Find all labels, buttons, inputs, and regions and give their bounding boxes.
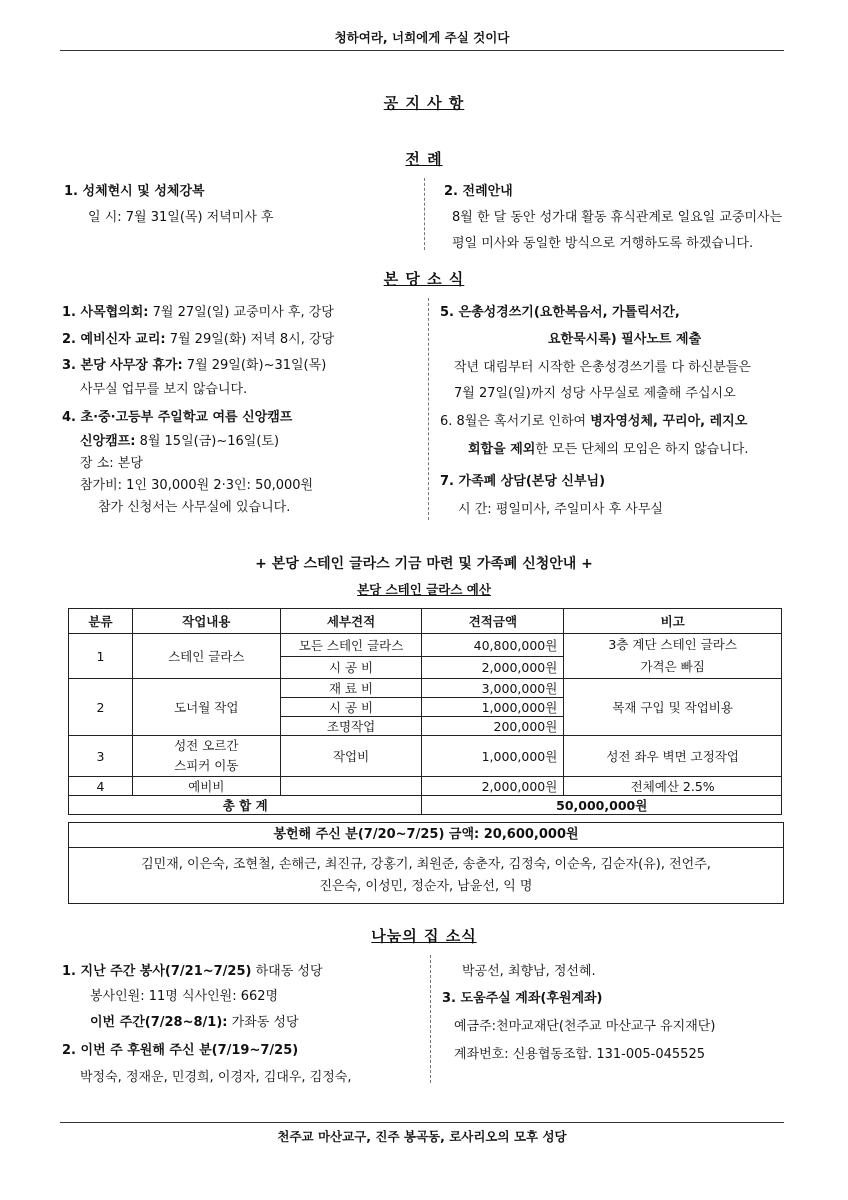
table-header-row	[69, 609, 782, 634]
donor-line2: 진은숙, 이성민, 정순자, 남윤선, 익 명	[319, 879, 533, 894]
col-header: 세부견적	[280, 609, 422, 634]
row-category: 2	[69, 679, 133, 736]
sharing-item-1-title: 1. 지난 주간 봉사(7/21~7/25)	[62, 964, 252, 979]
page-header: 청하여라, 너희에게 주실 것이다	[60, 28, 784, 51]
column-divider	[428, 298, 429, 520]
news-item-2	[62, 328, 334, 347]
row-note	[564, 634, 782, 679]
row-detail: 모든 스테인 글라스	[280, 634, 422, 657]
col-header: 분류	[69, 609, 133, 634]
news-item-6	[440, 410, 747, 429]
row-amount: 40,800,000원	[422, 634, 564, 657]
page-footer: 천주교 마산교구, 진주 봉곡동, 로사리오의 모후 성당	[60, 1122, 784, 1149]
row-amount: 1,000,000원	[422, 736, 564, 777]
row-detail: 재 료 비	[280, 679, 422, 698]
glass-subtitle: 본당 스테인 글라스 예산	[357, 582, 491, 597]
row-detail: 작업비	[280, 736, 422, 777]
news-item-5-line1: 작년 대림부터 시작한 은총성경쓰기를 다 하신분들은	[454, 360, 751, 375]
news-item-4-camp	[80, 430, 279, 449]
row-detail: 시 공 비	[280, 656, 422, 679]
row-amount: 2,000,000원	[422, 656, 564, 679]
row-work-line2: 스피커 이동	[174, 758, 239, 773]
news-item-1-label: 1. 사목협의회:	[62, 305, 149, 320]
sharing-item-3-account: 계좌번호: 신용협동조합. 131-005-045525	[454, 1047, 705, 1062]
sharing-item-3-title: 3. 도움주실 계좌(후원계좌)	[442, 991, 603, 1006]
sharing-item-1-place: 하대동 성당	[251, 964, 323, 979]
sharing-item-1-next	[90, 1011, 299, 1030]
news-item-6-rest: 한 모든 단체의 모임은 하지 않습니다.	[535, 442, 749, 457]
donor-box	[68, 822, 784, 904]
column-divider	[424, 178, 425, 250]
row-work	[132, 736, 280, 777]
total-label: 총 합 계	[69, 796, 422, 815]
budget-table	[68, 608, 782, 815]
glass-title: + 본당 스테인 글라스 기금 마련 및 가족폐 신청안내 +	[255, 556, 593, 572]
row-category: 3	[69, 736, 133, 777]
news-item-7-line: 시 간: 평일미사, 주일미사 후 사무실	[458, 502, 663, 517]
sharing-item-2-line2: 박공선, 최향남, 정선혜.	[462, 964, 596, 979]
row-note-line2: 가격은 빠짐	[640, 659, 705, 674]
row-detail: 시 공 비	[280, 698, 422, 717]
table-row	[69, 777, 782, 796]
news-item-3-label: 3. 본당 사무장 휴가:	[62, 358, 183, 373]
col-header: 작업내용	[132, 609, 280, 634]
liturgy-item2-line1: 8월 한 달 동안 성가대 활동 휴식관계로 일요일 교중미사는	[452, 210, 783, 225]
row-work: 도너월 작업	[132, 679, 280, 736]
news-item-1	[62, 301, 334, 320]
news-item-3-text: 7월 29일(화)~31일(목)	[182, 358, 327, 373]
news-item-4-fee: 참가비: 1인 30,000원 2·3인: 50,000원	[80, 478, 314, 493]
row-note: 전체예산 2.5%	[564, 777, 782, 796]
col-header: 견적금액	[422, 609, 564, 634]
news-item-6-bold: 병자영성체, 꾸리아, 레지오	[590, 414, 748, 429]
news-item-5-title1: 5. 은총성경쓰기(요한복음서, 가톨릭서간,	[440, 305, 680, 320]
news-item-1-text: 7월 27일(일) 교중미사 후, 강당	[148, 305, 334, 320]
row-note: 성전 좌우 벽면 고정작업	[564, 736, 782, 777]
table-row	[69, 634, 782, 657]
news-item-5-title2: 요한묵시록) 필사노트 제출	[548, 332, 702, 347]
sharing-item-1-stats: 봉사인원: 11명 식사인원: 662명	[90, 989, 279, 1004]
row-amount: 1,000,000원	[422, 698, 564, 717]
row-amount: 3,000,000원	[422, 679, 564, 698]
row-note-line1: 3층 계단 스테인 글라스	[608, 637, 737, 652]
row-detail	[280, 777, 422, 796]
liturgy-item1-detail: 일 시: 7월 31일(목) 저녁미사 후	[88, 210, 274, 225]
sharing-title: 나눔의 집 소식	[371, 927, 477, 945]
liturgy-title: 전 례	[405, 150, 443, 168]
liturgy-item1-title: 1. 성체현시 및 성체강복	[64, 184, 205, 199]
table-row	[69, 679, 782, 698]
news-item-5-line2: 7월 27일(일)까지 성당 사무실로 제출해 주십시오	[454, 386, 736, 401]
row-note: 목재 구입 및 작업비용	[564, 679, 782, 736]
liturgy-item2-title: 2. 전례안내	[444, 184, 513, 199]
donor-names	[69, 848, 783, 904]
donor-line1: 김민재, 이은숙, 조현철, 손해근, 최진규, 강홍기, 최원준, 송춘자, 김정숙, 이순옥, 김순자(유), 전언주,	[141, 857, 711, 872]
row-work: 스테인 글라스	[132, 634, 280, 679]
news-title: 본 당 소 식	[383, 270, 465, 288]
news-item-6-line2	[468, 438, 749, 457]
row-amount: 2,000,000원	[422, 777, 564, 796]
row-work-line1: 성전 오르간	[174, 738, 239, 753]
col-header: 비고	[564, 609, 782, 634]
news-item-4-place: 장 소: 본당	[80, 456, 143, 471]
news-item-6-bold2: 회합을 제외	[468, 442, 536, 457]
page-title: 공 지 사 항	[383, 94, 465, 112]
sharing-item-2-line1: 박정숙, 정재운, 민경희, 이경자, 김대우, 김정숙,	[80, 1070, 352, 1085]
sharing-item-1-next-text: 가좌동 성당	[227, 1015, 299, 1030]
row-amount: 200,000원	[422, 717, 564, 736]
column-divider	[430, 955, 431, 1083]
total-value: 50,000,000원	[422, 796, 782, 815]
row-category: 1	[69, 634, 133, 679]
row-work: 예비비	[132, 777, 280, 796]
liturgy-item2-line2: 평일 미사와 동일한 방식으로 거행하도록 하겠습니다.	[452, 236, 754, 251]
table-row	[69, 736, 782, 777]
total-row	[69, 796, 782, 815]
news-item-7-title: 7. 가족폐 상담(본당 신부님)	[440, 474, 606, 489]
sharing-item-2-title: 2. 이번 주 후원해 주신 분(7/19~7/25)	[62, 1043, 299, 1058]
sharing-item-1	[62, 960, 323, 979]
news-item-4-title: 4. 초·중·고등부 주일학교 여름 신앙캠프	[62, 410, 293, 425]
news-item-2-label: 2. 예비신자 교리:	[62, 332, 166, 347]
news-item-3-line2: 사무실 업무를 보지 않습니다.	[80, 382, 248, 397]
news-item-4-camp-text: 8월 15일(금)~16일(토)	[135, 434, 280, 449]
row-category: 4	[69, 777, 133, 796]
sharing-item-3-holder: 예금주:천마교재단(천주교 마산교구 유지재단)	[454, 1019, 716, 1034]
donor-title: 봉헌해 주신 분(7/20~7/25) 금액: 20,600,000원	[69, 823, 783, 848]
news-item-4-form: 참가 신청서는 사무실에 있습니다.	[98, 500, 291, 515]
news-item-6-prefix: 6. 8월은 혹서기로 인하여	[440, 414, 591, 429]
row-detail: 조명작업	[280, 717, 422, 736]
news-item-3	[62, 354, 326, 373]
news-item-4-camp-label: 신앙캠프:	[80, 434, 136, 449]
sharing-item-1-next-label: 이번 주간(7/28~8/1):	[90, 1015, 228, 1030]
news-item-2-text: 7월 29일(화) 저녁 8시, 강당	[165, 332, 335, 347]
